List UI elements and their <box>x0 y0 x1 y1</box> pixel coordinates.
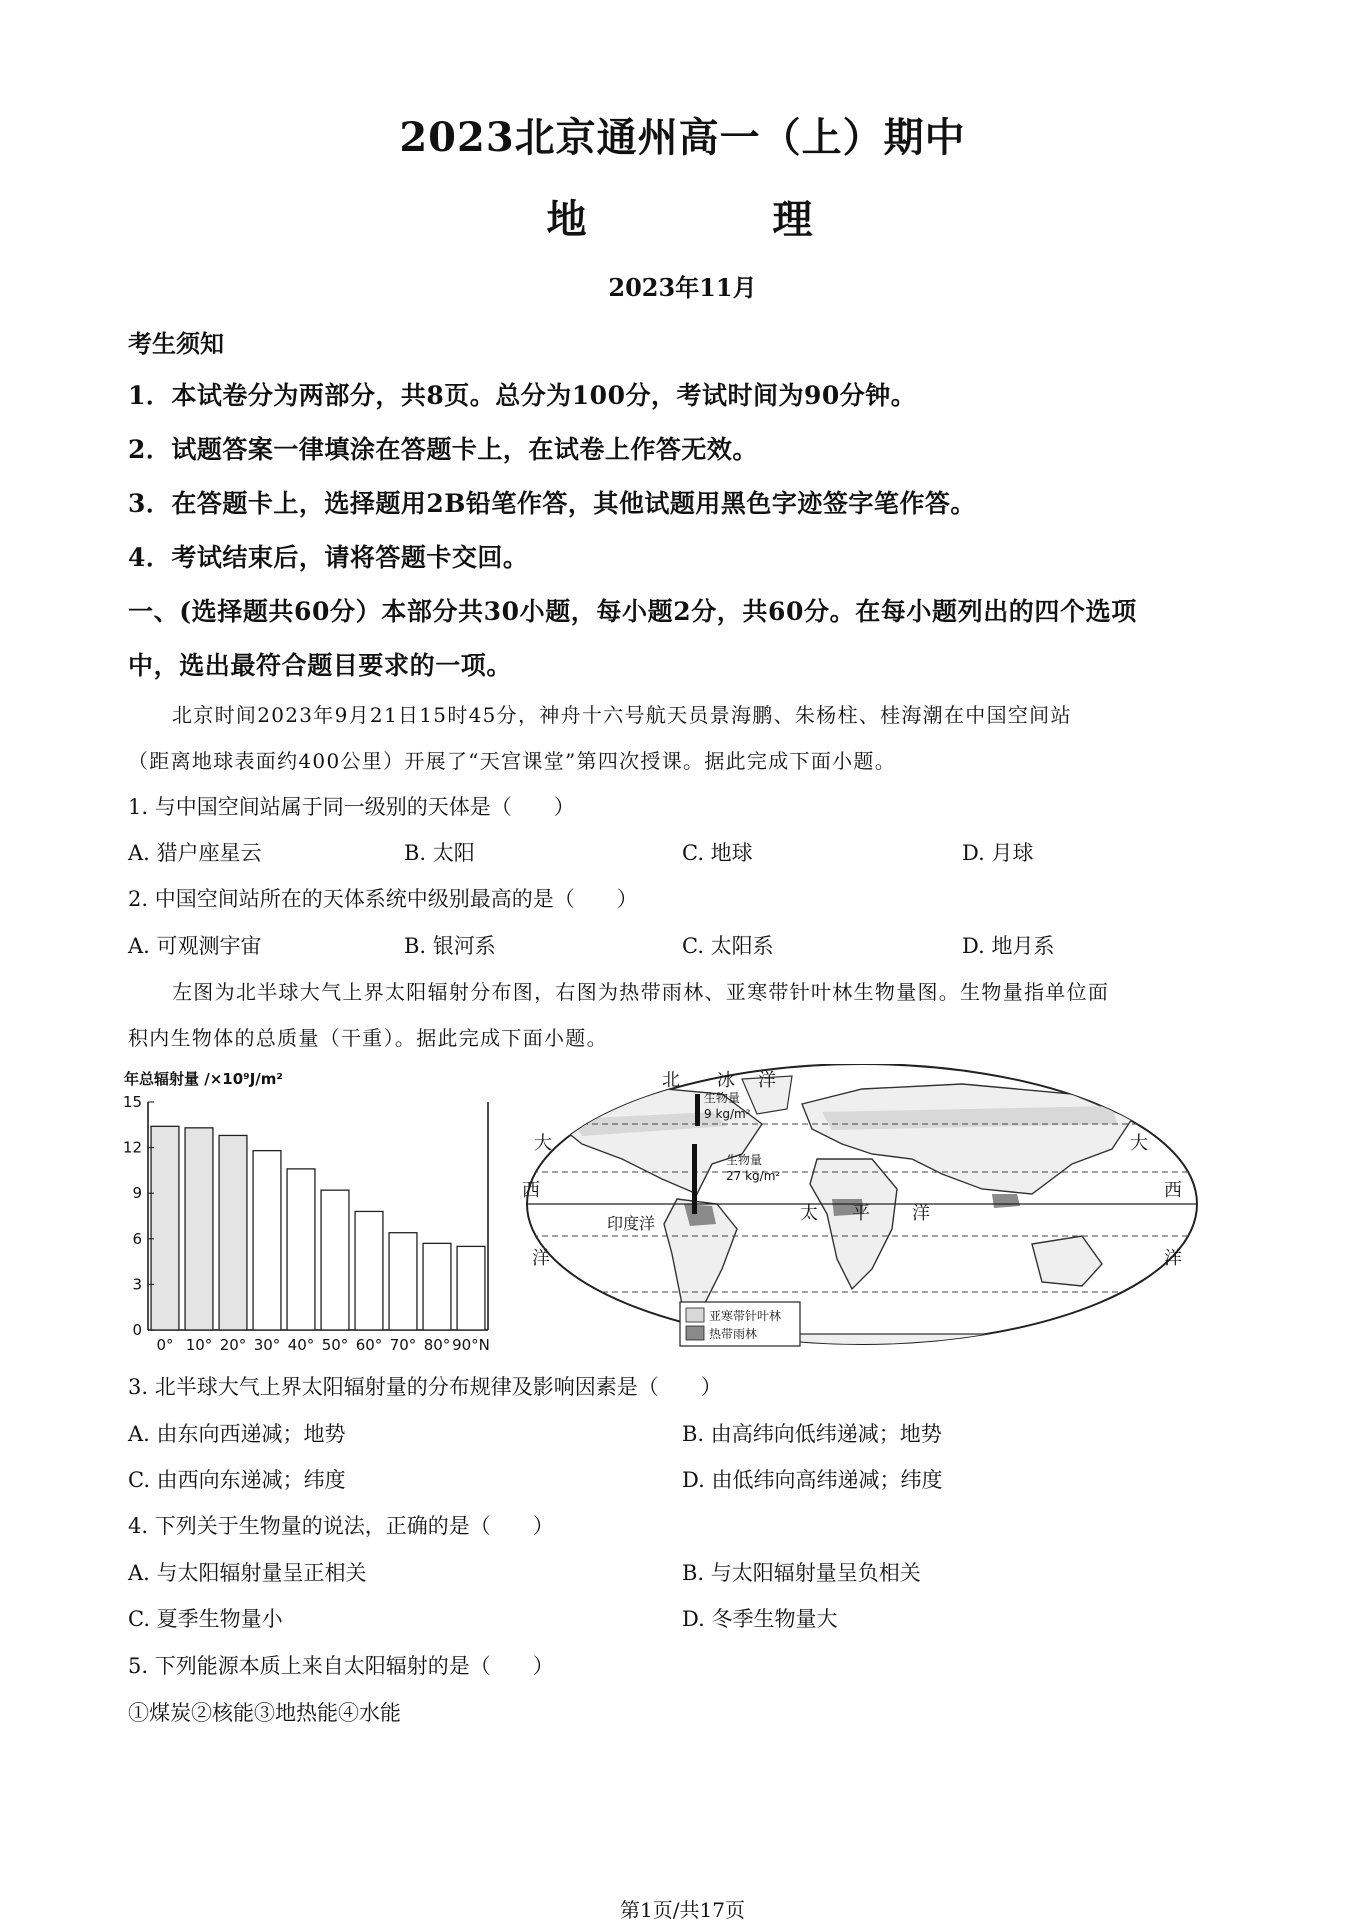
chart-bar <box>219 1135 247 1330</box>
legend-label-conifer: 亚寒带针叶林 <box>709 1309 782 1323</box>
notice-rule-1: 1．本试卷分为两部分，共8页。总分为100分，考试时间为90分钟。 <box>128 381 917 410</box>
chart-bar <box>355 1211 383 1330</box>
ocean-label-1: 北 <box>662 1070 680 1091</box>
q3-option-a: A. 由东向西递减；地势 <box>128 1422 346 1446</box>
chart-ytick-label: 15 <box>122 1093 142 1111</box>
notice-rule-4: 4．考试结束后，请将答题卡交回。 <box>128 543 529 572</box>
section-heading-line2: 中，选出最符合题目要求的一项。 <box>128 651 513 680</box>
q2-option-b: B. 银河系 <box>404 934 496 958</box>
q1-stem: 1. 与中国空间站属于同一级别的天体是（ ） <box>128 795 575 819</box>
q1-option-b: B. 太阳 <box>404 841 475 865</box>
chart-xtick-label: 80° <box>423 1336 451 1352</box>
q3-stem: 3. 北半球大气上界太阳辐射量的分布规律及影响因素是（ ） <box>128 1375 722 1399</box>
chart-bar <box>253 1151 281 1330</box>
rainforest-se-asia <box>992 1194 1020 1208</box>
q2-option-c: C. 太阳系 <box>682 934 774 958</box>
antarctica-shape <box>522 1334 1202 1354</box>
chart-bar <box>321 1190 349 1330</box>
ocean-label-8: 印度洋 <box>607 1214 656 1233</box>
notice-rule-3: 3．在答题卡上，选择题用2B铅笔作答，其他试题用黑色字迹签字笔作答。 <box>128 489 976 518</box>
q4-option-d: D. 冬季生物量大 <box>682 1607 838 1631</box>
chart-xtick-label: 20° <box>219 1336 247 1352</box>
chart-xtick-label: 90°N <box>452 1336 490 1352</box>
chart-xtick-label: 70° <box>389 1336 417 1352</box>
chart-bars <box>151 1126 485 1330</box>
chart-ytick-label: 0 <box>132 1321 142 1339</box>
chart-xtick-label: 60° <box>355 1336 383 1352</box>
ocean-label-6: 西 <box>522 1180 540 1201</box>
biomass-large-label: 生物量 <box>726 1153 763 1167</box>
legend-label-rainforest: 热带雨林 <box>709 1327 758 1341</box>
q3-option-b: B. 由高纬向低纬递减；地势 <box>682 1422 942 1446</box>
chart-bar <box>287 1169 315 1330</box>
ocean-label-7: 西 <box>1164 1180 1182 1201</box>
chart-bar <box>389 1233 417 1330</box>
q3-option-c: C. 由西向东递减；纬度 <box>128 1468 346 1492</box>
ocean-label-3: 洋 <box>758 1070 776 1091</box>
biomass-small-label: 生物量 <box>704 1091 741 1105</box>
biomass-map-svg <box>512 1064 1202 1354</box>
q4-option-c: C. 夏季生物量小 <box>128 1607 283 1631</box>
q2-stem: 2. 中国空间站所在的天体系统中级别最高的是（ ） <box>128 887 638 911</box>
legend-swatch-conifer <box>686 1308 704 1322</box>
q1-option-d: D. 月球 <box>962 841 1034 865</box>
exam-title: 2023北京通州高一（上）期中 <box>399 114 966 161</box>
q4-option-a: A. 与太阳辐射量呈正相关 <box>128 1561 367 1585</box>
chart-xtick-label: 30° <box>253 1336 281 1352</box>
ocean-label-5: 大 <box>1130 1133 1148 1154</box>
page-number: 第1页/共17页 <box>620 1898 745 1922</box>
subject-title: 地 理 <box>546 196 869 243</box>
chart-xtick-label: 0° <box>156 1336 174 1352</box>
ocean-label-13: 洋 <box>1164 1248 1182 1269</box>
ocean-label-4: 大 <box>534 1133 552 1154</box>
exam-date: 2023年11月 <box>608 273 757 302</box>
chart-xtick-label: 10° <box>185 1336 213 1352</box>
radiation-chart <box>118 1062 498 1352</box>
chart-xtick-label: 40° <box>287 1336 315 1352</box>
radiation-chart-svg <box>118 1062 498 1352</box>
q5-choices: ①煤炭②核能③地热能④水能 <box>128 1701 401 1725</box>
q2-option-d: D. 地月系 <box>962 934 1055 958</box>
q2-option-a: A. 可观测宇宙 <box>128 934 262 958</box>
chart-bar <box>151 1126 179 1330</box>
q4-option-b: B. 与太阳辐射量呈负相关 <box>682 1561 921 1585</box>
chart-ytick-label: 9 <box>132 1184 142 1203</box>
chart-ytick-label: 3 <box>132 1275 142 1294</box>
legend-swatch-rainforest <box>686 1326 704 1340</box>
ocean-label-2: 冰 <box>717 1070 735 1091</box>
biomass-large-value: 27 kg/m² <box>726 1169 781 1183</box>
chart-bar <box>457 1246 485 1330</box>
chart-xtick-label: 50° <box>321 1336 349 1352</box>
notice-heading: 考生须知 <box>128 329 224 358</box>
q5-stem: 5. 下列能源本质上来自太阳辐射的是（ ） <box>128 1654 554 1678</box>
passage2-line1: 左图为北半球大气上界太阳辐射分布图，右图为热带雨林、亚寒带针叶林生物量图。生物量指单位面 <box>172 980 1110 1004</box>
chart-ylabel: 年总辐射量 /×10⁹J/m² <box>124 1070 283 1088</box>
biomass-bar-small <box>695 1094 700 1126</box>
biomass-map <box>512 1064 1202 1354</box>
q3-option-d: D. 由低纬向高纬递减；纬度 <box>682 1468 943 1492</box>
chart-ytick-label: 12 <box>122 1138 142 1157</box>
q4-stem: 4. 下列关于生物量的说法，正确的是（ ） <box>128 1514 554 1538</box>
chart-bar <box>185 1128 213 1330</box>
notice-rule-2: 2．试题答案一律填涂在答题卡上，在试卷上作答无效。 <box>128 435 758 464</box>
biomass-bar-large <box>692 1144 697 1214</box>
passage1-line1: 北京时间2023年9月21日15时45分，神舟十六号航天员景海鹏、朱杨柱、桂海潮在中国空间站 <box>172 703 1072 727</box>
ocean-label-9: 太 <box>800 1203 818 1224</box>
passage1-line2: （距离地球表面约400公里）开展了“天宫课堂”第四次授课。据此完成下面小题。 <box>128 749 897 773</box>
q1-option-a: A. 猎户座星云 <box>128 841 262 865</box>
ocean-label-10: 平 <box>852 1203 870 1224</box>
biomass-small-value: 9 kg/m² <box>704 1107 751 1121</box>
ocean-label-12: 洋 <box>532 1248 550 1269</box>
ocean-label-11: 洋 <box>912 1203 930 1224</box>
chart-bar <box>423 1243 451 1330</box>
q1-option-c: C. 地球 <box>682 841 753 865</box>
passage2-line2: 积内生物体的总质量（干重）。据此完成下面小题。 <box>128 1026 608 1050</box>
chart-ytick-label: 6 <box>132 1229 142 1248</box>
section-heading-line1: 一、(选择题共60分）本部分共30小题，每小题2分，共60分。在每小题列出的四个选项 <box>128 597 1137 626</box>
